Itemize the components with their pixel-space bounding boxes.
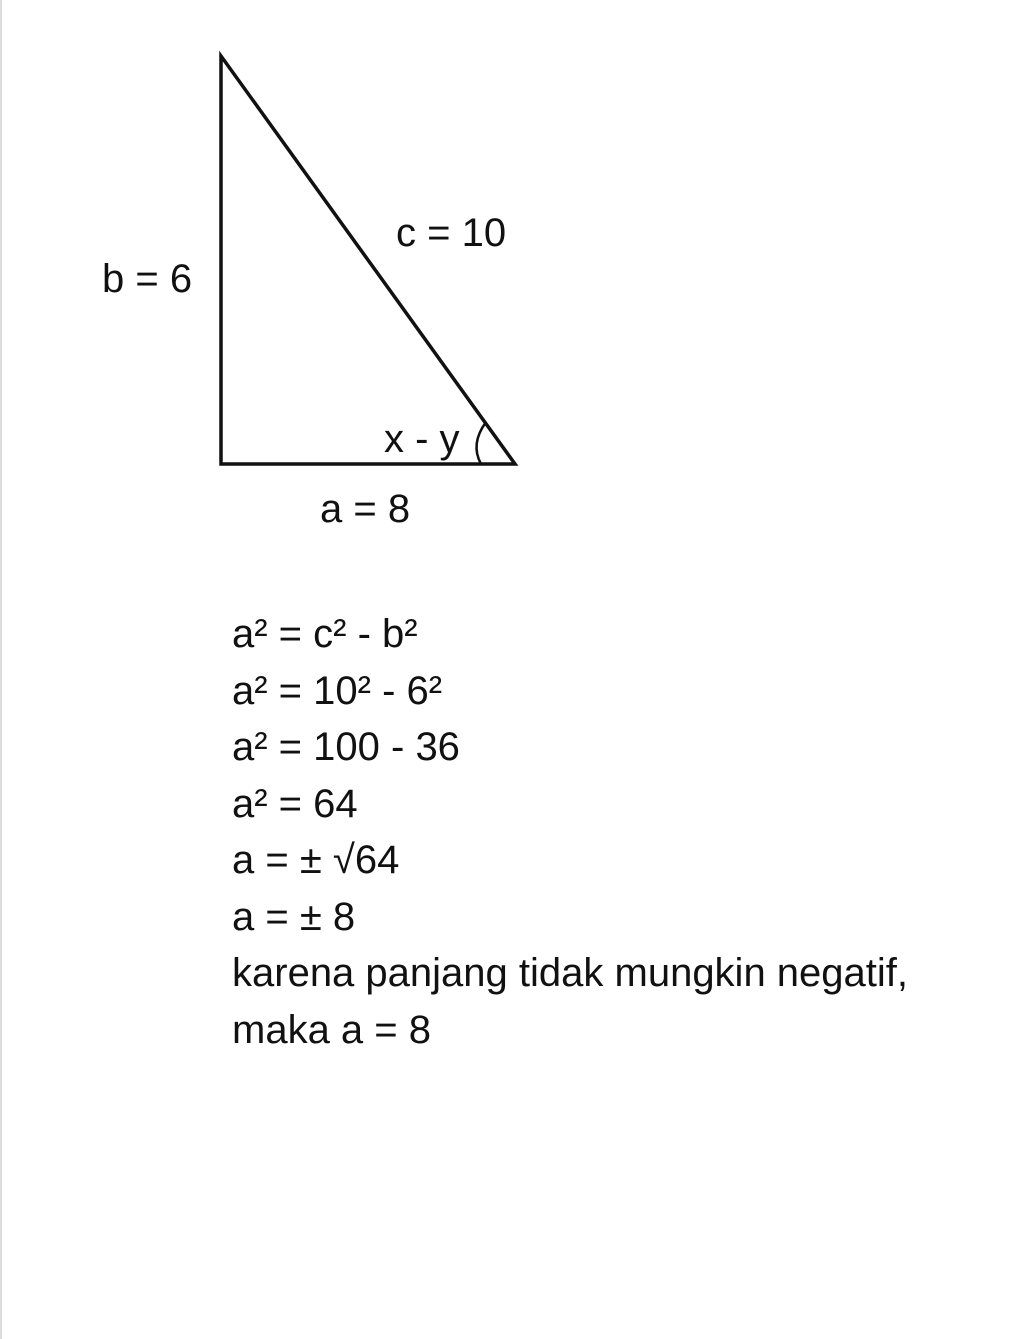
- angle-label: x - y: [384, 417, 460, 461]
- right-triangle-diagram: [0, 0, 1023, 560]
- angle-arc: [477, 422, 486, 464]
- solution-step: a² = c² - b²: [232, 612, 418, 656]
- side-b-label: b = 6: [102, 257, 193, 301]
- solution-step: a = ± √64: [232, 838, 400, 882]
- pythagoras-solution-steps: [232, 606, 1012, 1058]
- solution-step: a = ± 8: [232, 894, 356, 939]
- solution-step: a² = 100 - 36: [232, 725, 460, 769]
- solution-answer: maka a = 8: [232, 1007, 432, 1052]
- side-c-label: c = 10: [396, 211, 507, 255]
- solution-step: a² = 10² - 6²: [232, 668, 443, 713]
- solution-step: a² = 64: [232, 781, 358, 826]
- solution-conclusion: karena panjang tidak mungkin negatif,: [232, 951, 909, 995]
- right-triangle: [221, 56, 515, 464]
- side-a-label: a = 8: [320, 487, 411, 531]
